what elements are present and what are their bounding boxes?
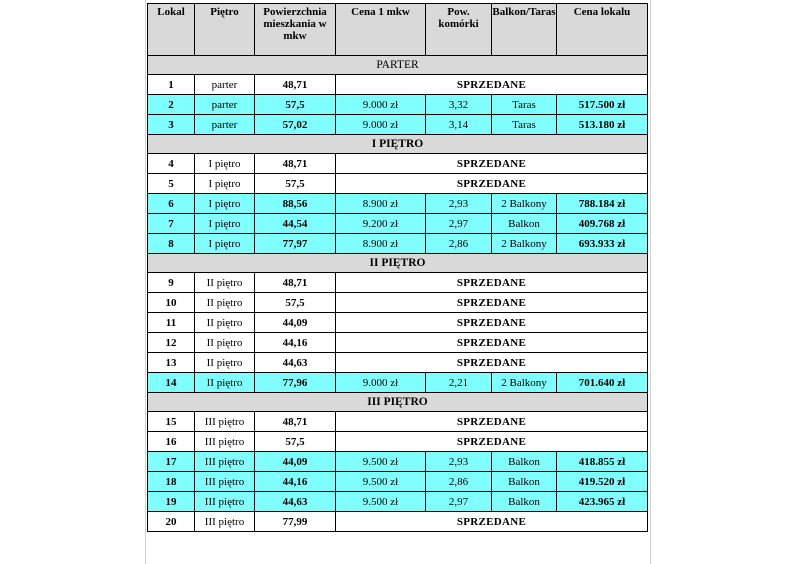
lokal-number: 10: [148, 293, 195, 313]
floor-cell: III piętro: [195, 472, 255, 492]
table-row: [148, 234, 648, 254]
area-cell: 44,63: [255, 492, 336, 512]
area-cell: 77,99: [255, 512, 336, 532]
lokal-number: 1: [148, 75, 195, 95]
total-price-cell: 513.180 zł: [557, 115, 648, 135]
lokal-number: 12: [148, 333, 195, 353]
storage-area-cell: 2,86: [426, 234, 492, 254]
area-cell: 44,09: [255, 452, 336, 472]
price-per-mkw-cell: 8.900 zł: [336, 234, 426, 254]
section-title: I PIĘTRO: [148, 135, 648, 154]
floor-cell: III piętro: [195, 412, 255, 432]
area-cell: 48,71: [255, 154, 336, 174]
floor-cell: I piętro: [195, 214, 255, 234]
table-row: [148, 95, 648, 115]
area-cell: 48,71: [255, 75, 336, 95]
section-header-row: [148, 56, 648, 75]
lokal-number: 14: [148, 373, 195, 393]
area-cell: 57,02: [255, 115, 336, 135]
header-balkon-taras: Balkon/Taras: [492, 4, 557, 56]
balcony-cell: Taras: [492, 95, 557, 115]
total-price-cell: 418.855 zł: [557, 452, 648, 472]
table-row: [148, 293, 648, 313]
area-cell: 44,63: [255, 353, 336, 373]
balcony-cell: Taras: [492, 115, 557, 135]
balcony-cell: Balkon: [492, 492, 557, 512]
storage-area-cell: 2,97: [426, 492, 492, 512]
apartments-price-table: [147, 3, 648, 532]
sold-status: SPRZEDANE: [336, 432, 648, 452]
total-price-cell: 409.768 zł: [557, 214, 648, 234]
floor-cell: parter: [195, 115, 255, 135]
table-row: [148, 75, 648, 95]
sold-status: SPRZEDANE: [336, 333, 648, 353]
price-per-mkw-cell: 9.500 zł: [336, 452, 426, 472]
area-cell: 88,56: [255, 194, 336, 214]
storage-area-cell: 2,97: [426, 214, 492, 234]
price-per-mkw-cell: 9.000 zł: [336, 95, 426, 115]
floor-cell: I piętro: [195, 154, 255, 174]
area-cell: 44,16: [255, 472, 336, 492]
lokal-number: 7: [148, 214, 195, 234]
lokal-number: 15: [148, 412, 195, 432]
storage-area-cell: 2,93: [426, 452, 492, 472]
floor-cell: II piętro: [195, 273, 255, 293]
sold-status: SPRZEDANE: [336, 174, 648, 194]
header-pietro: Piętro: [195, 4, 255, 56]
table-row: [148, 115, 648, 135]
sold-status: SPRZEDANE: [336, 313, 648, 333]
floor-cell: parter: [195, 95, 255, 115]
lokal-number: 2: [148, 95, 195, 115]
price-per-mkw-cell: 9.500 zł: [336, 492, 426, 512]
floor-cell: III piętro: [195, 452, 255, 472]
header-pow-komorki: Pow. komórki: [426, 4, 492, 56]
table-row: [148, 214, 648, 234]
lokal-number: 20: [148, 512, 195, 532]
floor-cell: I piętro: [195, 234, 255, 254]
storage-area-cell: 2,21: [426, 373, 492, 393]
lokal-number: 11: [148, 313, 195, 333]
total-price-cell: 701.640 zł: [557, 373, 648, 393]
sold-status: SPRZEDANE: [336, 293, 648, 313]
sold-status: SPRZEDANE: [336, 154, 648, 174]
table-row: [148, 313, 648, 333]
price-per-mkw-cell: 9.200 zł: [336, 214, 426, 234]
lokal-number: 5: [148, 174, 195, 194]
area-cell: 57,5: [255, 293, 336, 313]
sold-status: SPRZEDANE: [336, 75, 648, 95]
sold-status: SPRZEDANE: [336, 353, 648, 373]
storage-area-cell: 2,93: [426, 194, 492, 214]
storage-area-cell: 3,14: [426, 115, 492, 135]
header-cena-mkw: Cena 1 mkw: [336, 4, 426, 56]
sold-status: SPRZEDANE: [336, 512, 648, 532]
floor-cell: III piętro: [195, 512, 255, 532]
table-row: [148, 373, 648, 393]
section-header-row: [148, 135, 648, 154]
section-header-row: [148, 393, 648, 412]
total-price-cell: 423.965 zł: [557, 492, 648, 512]
lokal-number: 18: [148, 472, 195, 492]
floor-cell: I piętro: [195, 194, 255, 214]
lokal-number: 6: [148, 194, 195, 214]
area-cell: 44,54: [255, 214, 336, 234]
price-per-mkw-cell: 9.000 zł: [336, 373, 426, 393]
table-row: [148, 452, 648, 472]
lokal-number: 13: [148, 353, 195, 373]
section-title: III PIĘTRO: [148, 393, 648, 412]
lokal-number: 9: [148, 273, 195, 293]
area-cell: 48,71: [255, 273, 336, 293]
lokal-number: 3: [148, 115, 195, 135]
floor-cell: parter: [195, 75, 255, 95]
area-cell: 57,5: [255, 174, 336, 194]
balcony-cell: Balkon: [492, 472, 557, 492]
area-cell: 57,5: [255, 432, 336, 452]
balcony-cell: 2 Balkony: [492, 234, 557, 254]
table-row: [148, 512, 648, 532]
floor-cell: I piętro: [195, 174, 255, 194]
area-cell: 77,96: [255, 373, 336, 393]
table-row: [148, 333, 648, 353]
table-body: [148, 56, 648, 532]
table-row: [148, 353, 648, 373]
total-price-cell: 419.520 zł: [557, 472, 648, 492]
floor-cell: II piętro: [195, 313, 255, 333]
lokal-number: 8: [148, 234, 195, 254]
lokal-number: 19: [148, 492, 195, 512]
balcony-cell: Balkon: [492, 214, 557, 234]
table-row: [148, 273, 648, 293]
lokal-number: 16: [148, 432, 195, 452]
price-per-mkw-cell: 9.500 zł: [336, 472, 426, 492]
table-row: [148, 492, 648, 512]
table-row: [148, 154, 648, 174]
total-price-cell: 788.184 zł: [557, 194, 648, 214]
section-header-row: [148, 254, 648, 273]
storage-area-cell: 3,32: [426, 95, 492, 115]
table-row: [148, 472, 648, 492]
balcony-cell: Balkon: [492, 452, 557, 472]
price-per-mkw-cell: 9.000 zł: [336, 115, 426, 135]
balcony-cell: 2 Balkony: [492, 373, 557, 393]
header-powierzchnia: Powierzchnia mieszkania w mkw: [255, 4, 336, 56]
table-row: [148, 412, 648, 432]
floor-cell: II piętro: [195, 333, 255, 353]
balcony-cell: 2 Balkony: [492, 194, 557, 214]
lokal-number: 17: [148, 452, 195, 472]
floor-cell: III piętro: [195, 492, 255, 512]
total-price-cell: 693.933 zł: [557, 234, 648, 254]
storage-area-cell: 2,86: [426, 472, 492, 492]
table-row: [148, 432, 648, 452]
floor-cell: II piętro: [195, 293, 255, 313]
area-cell: 57,5: [255, 95, 336, 115]
floor-cell: III piętro: [195, 432, 255, 452]
area-cell: 48,71: [255, 412, 336, 432]
sold-status: SPRZEDANE: [336, 412, 648, 432]
section-title: PARTER: [148, 56, 648, 75]
table-row: [148, 194, 648, 214]
floor-cell: II piętro: [195, 353, 255, 373]
header-cena-lokalu: Cena lokalu: [557, 4, 648, 56]
total-price-cell: 517.500 zł: [557, 95, 648, 115]
table-row: [148, 174, 648, 194]
header-row: [148, 4, 648, 56]
price-per-mkw-cell: 8.900 zł: [336, 194, 426, 214]
lokal-number: 4: [148, 154, 195, 174]
section-title: II PIĘTRO: [148, 254, 648, 273]
sold-status: SPRZEDANE: [336, 273, 648, 293]
area-cell: 44,16: [255, 333, 336, 353]
area-cell: 77,97: [255, 234, 336, 254]
header-lokal: Lokal: [148, 4, 195, 56]
floor-cell: II piętro: [195, 373, 255, 393]
area-cell: 44,09: [255, 313, 336, 333]
